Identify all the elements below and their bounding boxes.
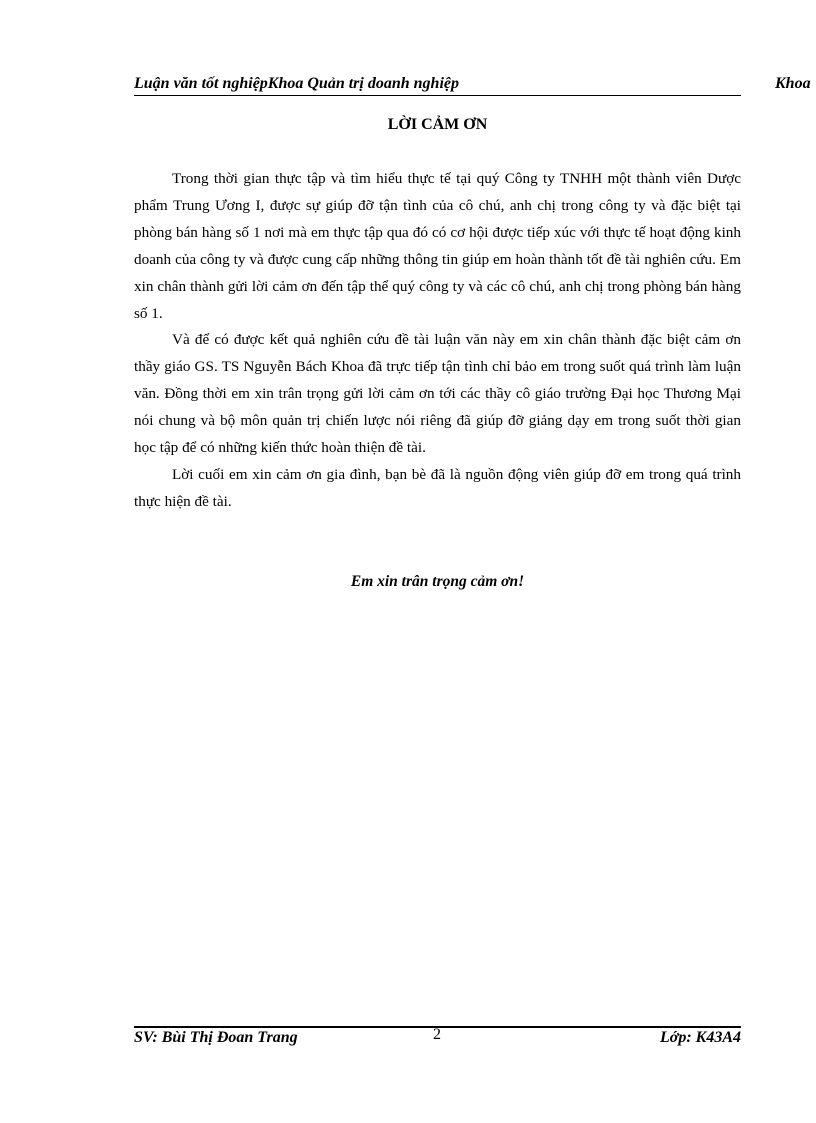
page-title: LỜI CẢM ƠN	[387, 116, 488, 133]
paragraph: Lời cuối em xin cảm ơn gia đình, bạn bè đã là nguồn động viên giúp đỡ em trong quá trình thực hiện đề tài.	[134, 465, 741, 510]
body-text	[134, 166, 741, 516]
footer-class: Lớp: K43A4	[659, 1029, 741, 1046]
running-header-title: Luận văn tốt nghiệpKhoa Quản trị doanh nghiệp	[134, 75, 459, 92]
closing-line: Em xin trân trọng cảm ơn!	[350, 573, 525, 590]
page-number: 2	[433, 1026, 441, 1043]
paragraph: Và để có được kết quả nghiên cứu đề tài luận văn này em xin chân thành đặc biệt cảm ơn thầy giáo GS. TS Nguyễn Bách Khoa đã trực tiếp tận tình chỉ bảo em trong suốt quá trình làm luận văn. Đồng thời em xin trân trọng gửi lời cảm ơn tới các thầy cô giáo trường Đại học Thương Mại nói chung và bộ môn quản trị chiến lược nói riêng đã giúp đỡ giảng dạy em trong suốt thời gian học tập để có những kiến thức hoàn thiện đề tài.	[134, 331, 741, 457]
running-header-right: Khoa	[775, 75, 811, 92]
header-divider	[134, 95, 741, 96]
footer-student-name: SV: Bùi Thị Đoan Trang	[134, 1029, 298, 1046]
paragraph: Trong thời gian thực tập và tìm hiểu thực tế tại quý Công ty TNHH một thành viên Dược phẩm Trung Ương I, được sự giúp đỡ tận tình của cô chú, anh chị trong công ty và đặc biệt tại phòng bán hàng số 1 nơi mà em thực tập qua đó có cơ hội được tiếp xúc với thực tế hoạt động kinh doanh của công ty và được cung cấp những thông tin giúp em hoàn thành tốt đề tài nghiên cứu. Em xin chân thành gửi lời cảm ơn đến tập thể quý công ty và các cô chú, anh chị trong phòng bán hàng số 1.	[134, 170, 741, 322]
